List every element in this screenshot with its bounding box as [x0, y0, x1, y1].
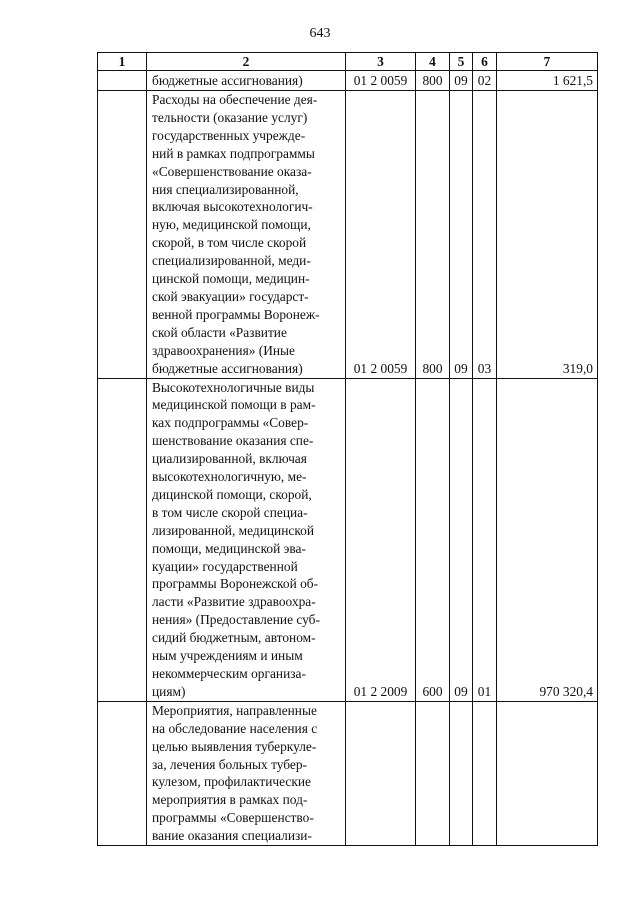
table-row [98, 378, 598, 701]
target-article-cell [346, 701, 416, 845]
row-number-cell [98, 378, 147, 701]
header-col-2: 2 [147, 53, 346, 71]
description-line: куации» государственной [152, 558, 298, 574]
amount-cell: 319,0 [497, 91, 598, 379]
description-line: вание оказания специализи- [152, 828, 312, 844]
description-line: нения» (Предоставление суб- [152, 612, 320, 628]
description-line: Мероприятия, направленные [152, 702, 317, 718]
header-col-1: 1 [98, 53, 147, 71]
description-line: ской эвакуации» государст- [152, 288, 309, 304]
description-line: ний в рамках подпрограммы [152, 145, 315, 161]
target-article-cell: 01 2 2009 [346, 378, 416, 701]
description-line: на обследование населения с [152, 720, 318, 736]
subsection-cell [473, 701, 497, 845]
header-col-6: 6 [473, 53, 497, 71]
expense-type-cell [416, 701, 450, 845]
description-line: Расходы на обеспечение дея- [152, 92, 318, 107]
subsection-cell: 02 [473, 71, 497, 91]
description-line: лизированной, медицинской [152, 522, 315, 538]
subsection-cell: 03 [473, 91, 497, 379]
target-article-cell: 01 2 0059 [346, 71, 416, 91]
description-line: за, лечения больных тубер- [152, 756, 307, 772]
subsection-cell: 01 [473, 378, 497, 701]
table-row [98, 91, 598, 379]
table-header-row [98, 53, 598, 71]
header-col-3: 3 [346, 53, 416, 71]
target-article-cell: 01 2 0059 [346, 91, 416, 379]
row-number-cell [98, 71, 147, 91]
description-line: дицинской помощи, скорой, [152, 486, 312, 502]
description-line: высокотехнологичную, ме- [152, 469, 307, 485]
description-cell [147, 701, 346, 845]
description-line: ках подпрограммы «Совер- [152, 415, 309, 431]
description-line: ласти «Развитие здравоохра- [152, 594, 316, 610]
description-line: целью выявления туберкуле- [152, 738, 317, 754]
description-line: бюджетные ассигнования) [152, 360, 303, 376]
expense-type-cell: 600 [416, 378, 450, 701]
description-line: скорой, в том числе скорой [152, 235, 307, 251]
description-cell [147, 91, 346, 379]
description-line: бюджетные ассигнования) [152, 73, 303, 89]
description-line: некоммерческим организа- [152, 666, 306, 681]
description-line: в том числе скорой специа- [152, 504, 308, 520]
description-line: мероприятия в рамках под- [152, 792, 308, 808]
description-line: здравоохранения» (Иные [152, 342, 296, 358]
row-number-cell [98, 91, 147, 379]
description-line: программы «Совершенство- [152, 810, 314, 826]
expense-type-cell: 800 [416, 71, 450, 91]
section-cell: 09 [450, 378, 473, 701]
description-line: сидий бюджетным, автоном- [152, 630, 316, 646]
description-line: программы Воронежской об- [152, 576, 319, 592]
description-cell [147, 71, 346, 91]
header-col-4: 4 [416, 53, 450, 71]
description-cell [147, 378, 346, 701]
header-col-5: 5 [450, 53, 473, 71]
description-line: шенствование оказания спе- [152, 433, 314, 449]
description-line: медицинской помощи в рам- [152, 397, 316, 413]
expense-type-cell: 800 [416, 91, 450, 379]
description-line: тельности (оказание услуг) [152, 109, 308, 125]
description-line: Высокотехнологичные виды [152, 379, 315, 395]
header-col-7: 7 [497, 53, 598, 71]
description-line: циализированной, включая [152, 451, 307, 467]
description-line: венной программы Воронеж- [152, 306, 320, 322]
description-line: ния специализированной, [152, 181, 299, 197]
amount-cell: 970 320,4 [497, 378, 598, 701]
amount-cell [497, 701, 598, 845]
description-line: государственных учрежде- [152, 127, 306, 143]
row-number-cell [98, 701, 147, 845]
section-cell: 09 [450, 71, 473, 91]
description-line: ской области «Развитие [152, 324, 287, 340]
amount-cell: 1 621,5 [497, 71, 598, 91]
section-cell [450, 701, 473, 845]
description-line: специализированной, меди- [152, 253, 311, 269]
description-line: ную, медицинской помощи, [152, 217, 311, 233]
description-line: «Совершенствование оказа- [152, 163, 312, 179]
budget-table [97, 52, 598, 846]
table-body [98, 71, 598, 846]
description-line: циям) [152, 683, 186, 699]
table-row [98, 701, 598, 845]
description-line: цинской помощи, медицин- [152, 271, 310, 287]
description-line: включая высокотехнологич- [152, 199, 313, 215]
description-line: кулезом, профилактические [152, 774, 311, 790]
section-cell: 09 [450, 91, 473, 379]
description-line: помощи, медицинской эва- [152, 540, 306, 556]
table-row [98, 71, 598, 91]
description-line: ным учреждениям и иным [152, 648, 303, 664]
page-number: 643 [309, 26, 331, 41]
